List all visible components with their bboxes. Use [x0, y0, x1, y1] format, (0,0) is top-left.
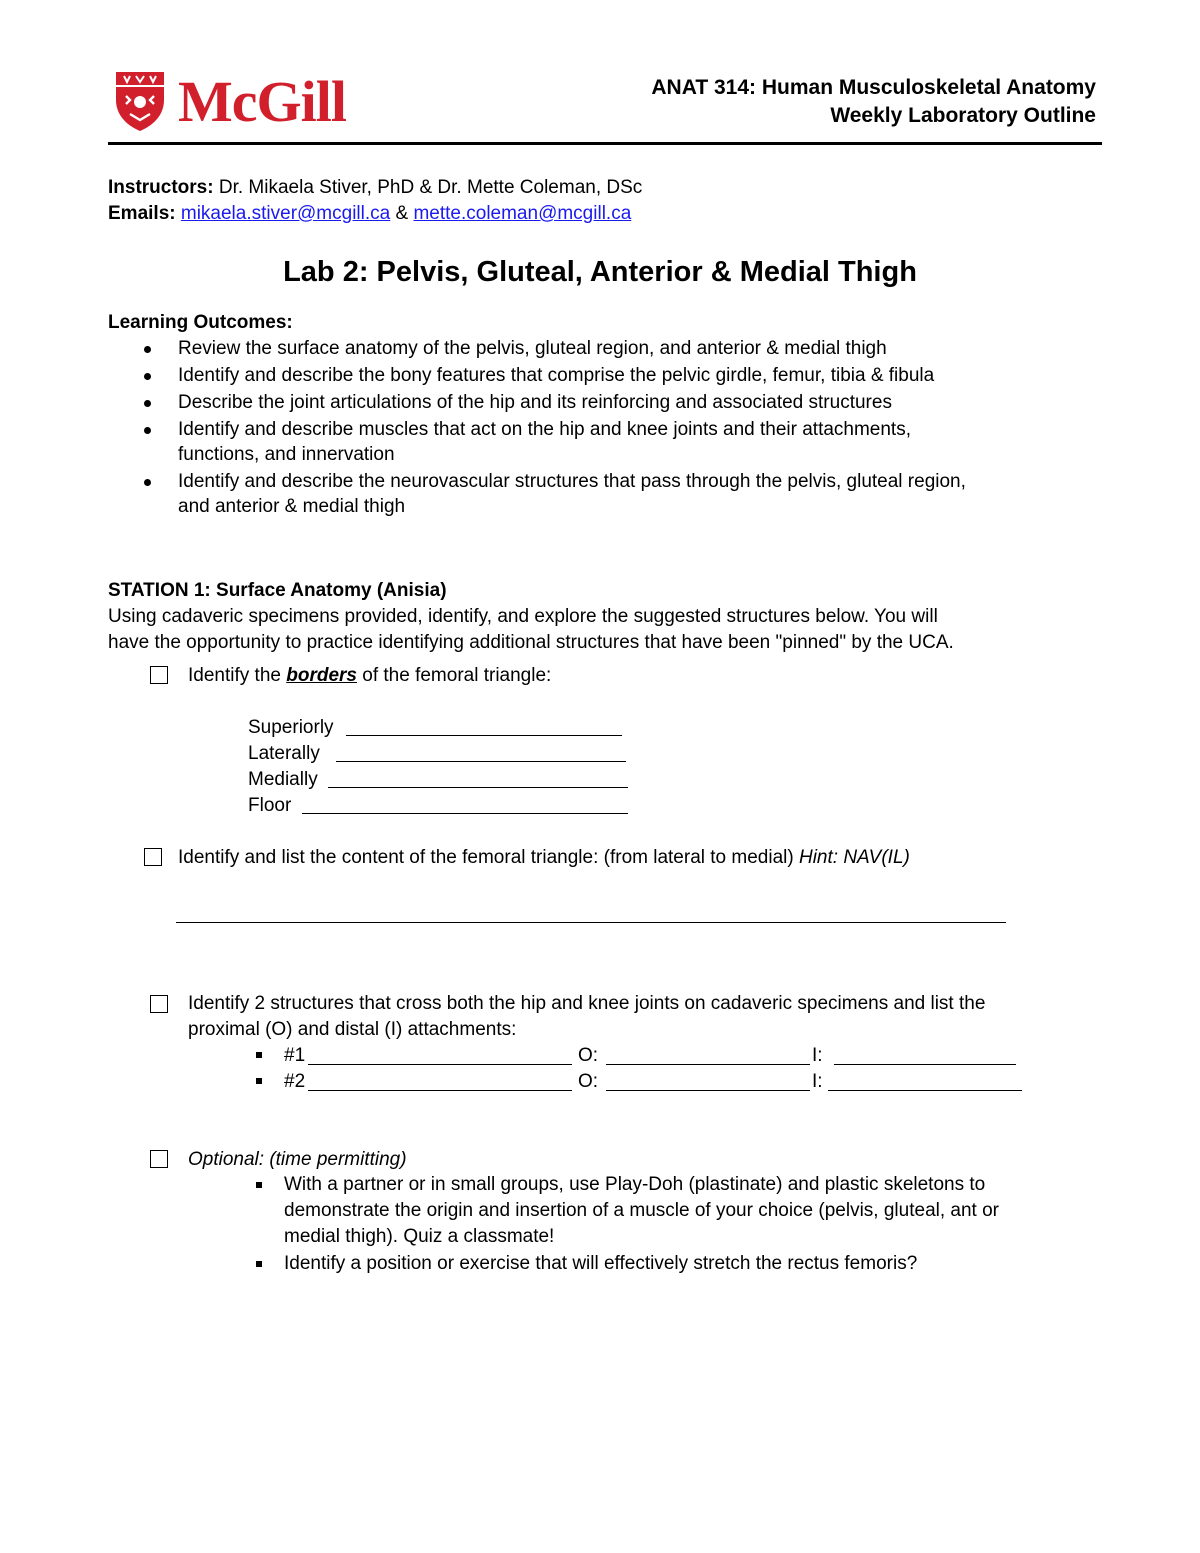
outcome-item: Identify and describe muscles that act on the hip and knee joints and their attachments,: [178, 419, 911, 440]
origin-label: O:: [578, 1071, 599, 1092]
outcome-item-cont: and anterior & medial thigh: [178, 496, 406, 517]
instructors-line: [108, 175, 642, 201]
task4-item-cont: medial thigh). Quiz a classmate!: [284, 1226, 555, 1247]
task2-checkbox[interactable]: [144, 848, 162, 866]
outcome-item: Review the surface anatomy of the pelvis, gluteal region, and anterior & medial thigh: [178, 338, 887, 359]
emails-line: [108, 201, 631, 227]
task4-item-cont: demonstrate the origin and insertion of a muscle of your choice (pelvis, gluteal, ant or: [284, 1200, 999, 1221]
outcome-bullet: [144, 427, 151, 434]
task1-emph: borders: [286, 665, 357, 686]
task3-bullet: [256, 1078, 262, 1084]
outcome-item-cont: functions, and innervation: [178, 444, 395, 465]
origin-line[interactable]: [606, 1064, 810, 1065]
insertion-line[interactable]: [834, 1064, 1016, 1065]
insertion-line[interactable]: [828, 1090, 1022, 1091]
task3-text-cont: proximal (O) and distal (I) attachments:: [188, 1019, 517, 1040]
task4-bullet: [256, 1182, 262, 1188]
outcome-item: Describe the joint articulations of the hip and its reinforcing and associated structures: [178, 392, 892, 413]
outcome-bullet: [144, 346, 151, 353]
task4-bullet: [256, 1261, 262, 1267]
mcgill-wordmark: McGill: [178, 69, 346, 134]
mcgill-logo: [114, 70, 376, 134]
station1-heading: STATION 1: Surface Anatomy (Anisia): [108, 580, 447, 601]
structure-number: #2: [284, 1071, 306, 1092]
station1-intro-cont: have the opportunity to practice identifying additional structures that have been "pinned" by the UCA.: [108, 632, 954, 653]
task1-pre: Identify the: [188, 665, 287, 686]
origin-label: O:: [578, 1045, 599, 1066]
outcome-bullet: [144, 400, 151, 407]
task4-item: With a partner or in small groups, use Play-Doh (plastinate) and plastic skeletons to: [284, 1174, 986, 1195]
email-link-coleman[interactable]: mette.coleman@mcgill.ca: [413, 203, 632, 224]
structure-name-line[interactable]: [308, 1090, 572, 1091]
border-field-label: Floor: [248, 795, 292, 816]
outcome-item: Identify and describe the bony features that comprise the pelvic girdle, femur, tibia & fibula: [178, 365, 935, 386]
border-field-label: Superiorly: [248, 717, 334, 738]
task2-prompt: Identify and list the content of the femoral triangle: (from lateral to medial): [178, 847, 799, 868]
station1-intro: Using cadaveric specimens provided, identify, and explore the suggested structures below. You will: [108, 606, 938, 627]
learning-outcomes-heading: Learning Outcomes:: [108, 312, 293, 333]
course-title: ANAT 314: Human Musculoskeletal Anatomy: [651, 76, 1096, 99]
task1-text: [188, 663, 551, 689]
border-field-label: Laterally: [248, 743, 320, 764]
instructors-label: Instructors:: [108, 177, 214, 198]
task4-checkbox[interactable]: [150, 1150, 168, 1168]
task4-label: Optional: (time permitting): [188, 1149, 407, 1170]
border-field-line[interactable]: [346, 735, 622, 736]
task2-text: [178, 845, 910, 871]
insertion-label: I:: [812, 1045, 823, 1066]
task3-checkbox[interactable]: [150, 995, 168, 1013]
border-field-line[interactable]: [336, 761, 626, 762]
email-link-stiver[interactable]: mikaela.stiver@mcgill.ca: [180, 203, 391, 224]
structure-name-line[interactable]: [308, 1064, 572, 1065]
task1-post: of the femoral triangle:: [356, 665, 552, 686]
border-field-label: Medially: [248, 769, 318, 790]
header-divider: [108, 142, 1102, 145]
outcome-bullet: [144, 479, 151, 486]
insertion-label: I:: [812, 1071, 823, 1092]
outline-subtitle: Weekly Laboratory Outline: [830, 104, 1096, 127]
structure-number: #1: [284, 1045, 306, 1066]
task2-answer-line[interactable]: [176, 922, 1006, 923]
emails-separator: &: [390, 203, 414, 224]
mcgill-shield-icon: [114, 70, 166, 132]
task3-bullet: [256, 1052, 262, 1058]
task4-item: Identify a position or exercise that will effectively stretch the rectus femoris?: [284, 1253, 918, 1274]
instructors-names: Dr. Mikaela Stiver, PhD & Dr. Mette Coleman, DSc: [213, 177, 643, 198]
task2-hint: Hint: NAV(IL): [798, 847, 910, 868]
border-field-line[interactable]: [302, 813, 628, 814]
border-field-line[interactable]: [328, 787, 628, 788]
lab-title: Lab 2: Pelvis, Gluteal, Anterior & Medial Thigh: [283, 256, 917, 288]
task1-checkbox[interactable]: [150, 666, 168, 684]
emails-label: Emails:: [108, 203, 176, 224]
task3-text: Identify 2 structures that cross both the hip and knee joints on cadaveric specimens and list the: [188, 993, 986, 1014]
outcome-item: Identify and describe the neurovascular structures that pass through the pelvis, gluteal region,: [178, 471, 966, 492]
outcome-bullet: [144, 373, 151, 380]
origin-line[interactable]: [606, 1090, 810, 1091]
